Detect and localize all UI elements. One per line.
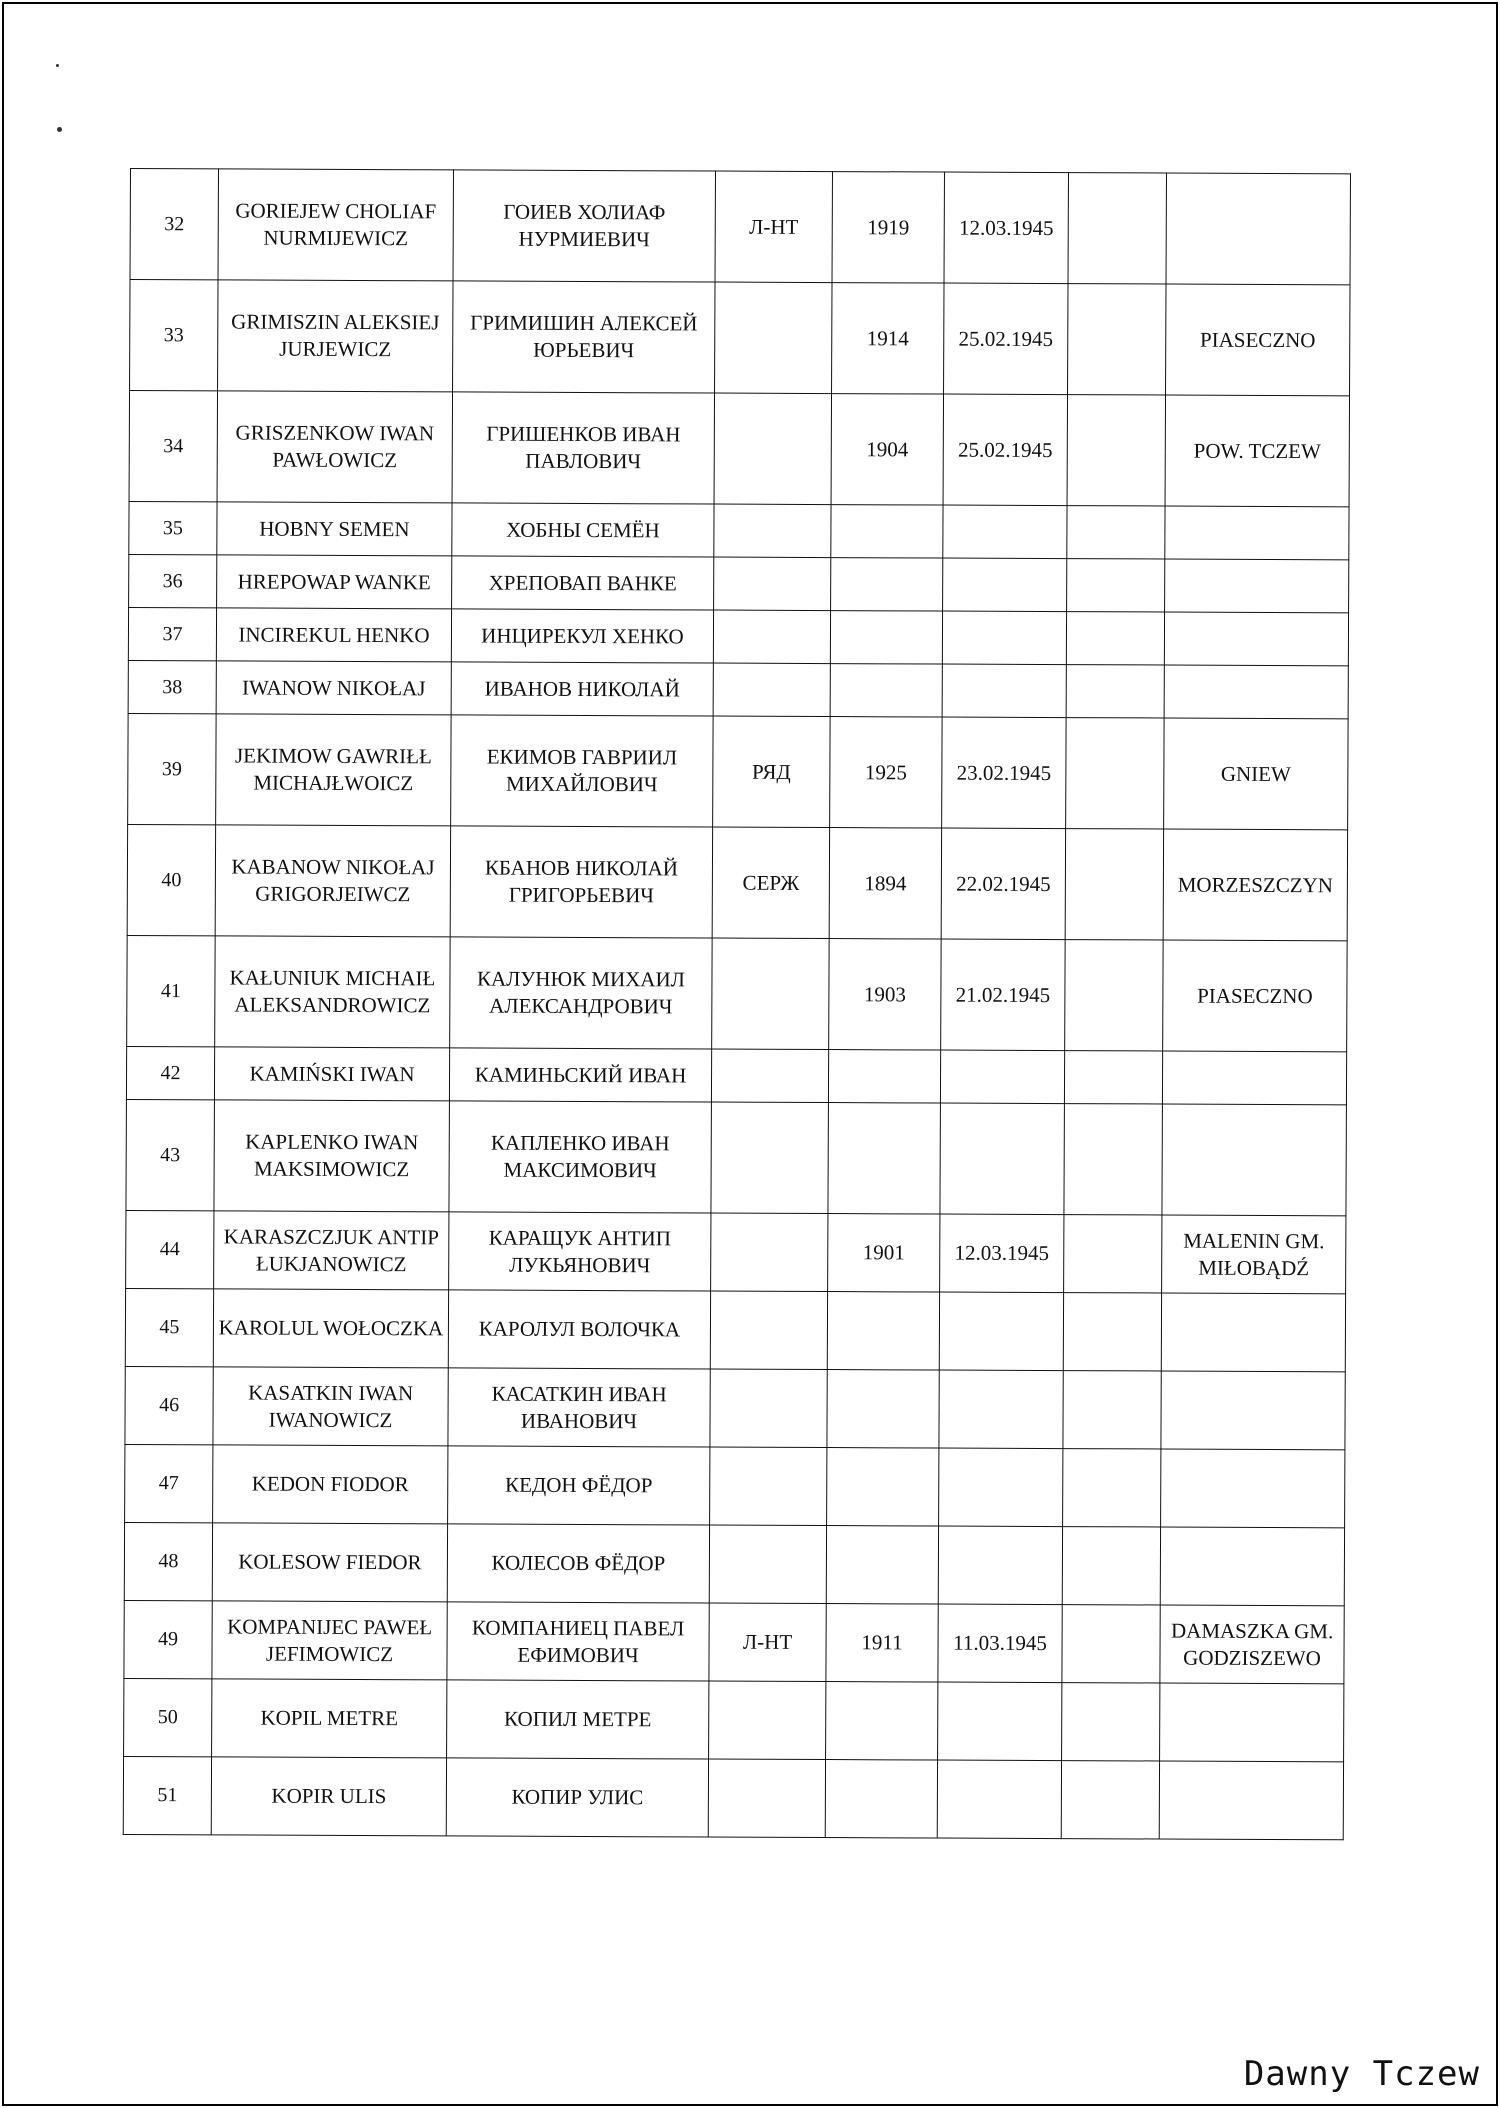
row-number: 50 xyxy=(124,1678,212,1756)
row-number: 38 xyxy=(128,660,216,713)
military-rank xyxy=(710,1369,827,1448)
burial-place: POW. TCZEW xyxy=(1165,395,1349,507)
extra-cell xyxy=(1068,284,1166,395)
military-rank xyxy=(710,1447,827,1526)
birth-year xyxy=(826,1682,938,1760)
extra-cell xyxy=(1062,1527,1160,1605)
scan-speck xyxy=(56,64,59,67)
death-date: 22.02.1945 xyxy=(941,828,1065,940)
name-latin: KAPLENKO IWAN MAKSIMOWICZ xyxy=(214,1100,449,1212)
name-latin: IWANOW NIKOŁAJ xyxy=(216,661,451,715)
row-number: 45 xyxy=(125,1288,213,1366)
burial-register-table xyxy=(123,168,1351,1840)
row-number: 37 xyxy=(128,607,216,660)
death-date xyxy=(937,1760,1061,1839)
name-cyrillic: КЕДОН ФЁДОР xyxy=(448,1446,710,1525)
name-latin: KABANOW NIKOŁAJ GRIGORJEIWCZ xyxy=(215,825,450,937)
birth-year xyxy=(828,1050,940,1103)
name-latin: KOPIL METRE xyxy=(212,1679,447,1758)
death-date: 12.03.1945 xyxy=(940,1214,1064,1293)
extra-cell xyxy=(1067,559,1165,612)
table-row xyxy=(126,1046,1346,1104)
burial-place: MORZESZCZYN xyxy=(1163,829,1347,941)
name-cyrillic: КАПЛЕНКО ИВАН МАКСИМОВИЧ xyxy=(449,1101,711,1213)
table-row xyxy=(124,1678,1344,1761)
military-rank xyxy=(710,1291,827,1370)
death-date: 21.02.1945 xyxy=(941,939,1065,1051)
death-date xyxy=(943,505,1067,559)
table-row xyxy=(127,935,1347,1051)
name-latin: JEKIMOW GAWRIŁŁ MICHAJŁWOICZ xyxy=(216,714,451,826)
name-latin: INCIREKUL HENKO xyxy=(216,608,451,662)
burial-place xyxy=(1166,173,1350,285)
birth-year xyxy=(828,1103,940,1214)
death-date xyxy=(942,611,1066,665)
death-date xyxy=(940,1050,1064,1104)
birth-year: 1914 xyxy=(832,283,944,394)
death-date xyxy=(939,1448,1063,1527)
name-latin: KARASZCZJUK ANTIP ŁUKJANOWICZ xyxy=(214,1211,449,1290)
row-number: 44 xyxy=(126,1210,214,1288)
birth-year: 1904 xyxy=(831,394,943,505)
table-row xyxy=(128,607,1348,665)
extra-cell xyxy=(1064,1104,1162,1215)
name-cyrillic: КБАНОВ НИКОЛАЙ ГРИГОРЬЕВИЧ xyxy=(450,826,712,938)
death-date xyxy=(939,1370,1063,1449)
death-date xyxy=(942,664,1066,718)
death-date xyxy=(943,558,1067,612)
name-cyrillic: ГОИЕВ ХОЛИАФ НУРМИЕВИЧ xyxy=(453,170,715,282)
name-cyrillic: ЕКИМОВ ГАВРИИЛ МИХАЙЛОВИЧ xyxy=(451,715,713,827)
row-number: 40 xyxy=(127,824,215,935)
row-number: 42 xyxy=(126,1046,214,1099)
burial-place xyxy=(1159,1761,1343,1840)
death-date: 12.03.1945 xyxy=(944,172,1068,284)
table-row xyxy=(125,1444,1345,1527)
name-cyrillic: КАСАТКИН ИВАН ИВАНОВИЧ xyxy=(448,1368,710,1447)
table-row xyxy=(124,1522,1344,1605)
military-rank xyxy=(712,938,829,1050)
extra-cell xyxy=(1068,173,1166,284)
birth-year xyxy=(831,505,943,558)
extra-cell xyxy=(1065,940,1163,1051)
military-rank: СЕРЖ xyxy=(712,827,829,939)
table-row xyxy=(127,824,1347,940)
table-row xyxy=(130,169,1350,285)
death-date xyxy=(940,1103,1064,1215)
row-number: 41 xyxy=(127,935,215,1046)
table-row xyxy=(128,660,1348,718)
birth-year: 1894 xyxy=(829,828,941,939)
name-latin: GORIEJEW CHOLIAF NURMIJEWICZ xyxy=(218,169,453,281)
extra-cell xyxy=(1063,1293,1161,1371)
extra-cell xyxy=(1067,395,1165,506)
watermark-text: Dawny Tczew xyxy=(1243,2054,1480,2094)
birth-year xyxy=(826,1526,938,1604)
birth-year: 1903 xyxy=(829,939,941,1050)
extra-cell xyxy=(1062,1605,1160,1683)
burial-place: PIASECZNO xyxy=(1163,940,1347,1052)
name-cyrillic: ИВАНОВ НИКОЛАЙ xyxy=(451,662,713,716)
extra-cell xyxy=(1064,1215,1162,1293)
row-number: 36 xyxy=(129,554,217,607)
name-latin: KASATKIN IWAN IWANOWICZ xyxy=(213,1367,448,1446)
military-rank xyxy=(709,1681,826,1760)
row-number: 39 xyxy=(128,713,216,824)
military-rank xyxy=(714,504,831,558)
burial-place xyxy=(1165,506,1349,560)
birth-year xyxy=(830,664,942,717)
burial-place: PIASECZNO xyxy=(1166,284,1350,396)
table-row xyxy=(129,391,1349,507)
name-latin: KOLESOW FIEDOR xyxy=(212,1523,447,1602)
birth-year xyxy=(825,1760,937,1838)
burial-place: MALENIN GM. MIŁOBĄDŹ xyxy=(1162,1215,1346,1294)
burial-place: DAMASZKA GM. GODZISZEWO xyxy=(1160,1605,1344,1684)
burial-place xyxy=(1164,612,1348,666)
row-number: 32 xyxy=(130,169,218,280)
military-rank xyxy=(709,1525,826,1604)
extra-cell xyxy=(1064,1051,1162,1104)
extra-cell xyxy=(1066,718,1164,829)
name-latin: HOBNY SEMEN xyxy=(217,502,452,556)
name-latin: KOMPANIJEC PAWEŁ JEFIMOWICZ xyxy=(212,1601,447,1680)
extra-cell xyxy=(1061,1761,1159,1839)
burial-place xyxy=(1165,559,1349,613)
extra-cell xyxy=(1062,1683,1160,1761)
table-row xyxy=(123,1756,1343,1839)
birth-year xyxy=(827,1370,939,1448)
military-rank xyxy=(715,282,832,394)
death-date xyxy=(938,1526,1062,1605)
burial-place xyxy=(1161,1449,1345,1528)
row-number: 51 xyxy=(123,1756,211,1834)
military-rank xyxy=(714,393,831,505)
name-cyrillic: КОПИЛ МЕТРЕ xyxy=(447,1680,709,1759)
row-number: 49 xyxy=(124,1600,212,1678)
death-date: 25.02.1945 xyxy=(943,394,1067,506)
military-rank xyxy=(713,610,830,664)
name-cyrillic: ХОБНЫ СЕМЁН xyxy=(452,503,714,557)
table-row xyxy=(125,1288,1345,1371)
extra-cell xyxy=(1066,612,1164,665)
death-date: 23.02.1945 xyxy=(942,717,1066,829)
burial-place xyxy=(1162,1104,1346,1216)
name-cyrillic: КОПИР УЛИС xyxy=(446,1758,708,1837)
military-rank: РЯД xyxy=(713,716,830,828)
military-rank xyxy=(711,1213,828,1292)
name-latin: HREPOWAP WANKE xyxy=(217,555,452,609)
row-number: 34 xyxy=(129,391,217,502)
death-date xyxy=(939,1292,1063,1371)
table-row xyxy=(124,1600,1344,1683)
birth-year xyxy=(830,611,942,664)
name-cyrillic: КАЛУНЮК МИХАИЛ АЛЕКСАНДРОВИЧ xyxy=(450,937,712,1049)
birth-year: 1911 xyxy=(826,1604,938,1682)
name-latin: KAŁUNIUK MICHAIŁ ALEKSANDROWICZ xyxy=(215,936,450,1048)
table-row xyxy=(125,1366,1345,1449)
table-row xyxy=(129,554,1349,612)
military-rank xyxy=(708,1759,825,1838)
table-row xyxy=(126,1210,1346,1293)
table-row xyxy=(130,280,1350,396)
name-cyrillic: ХРЕПОВАП ВАНКЕ xyxy=(452,556,714,610)
military-rank xyxy=(713,663,830,717)
row-number: 33 xyxy=(130,280,218,391)
birth-year: 1901 xyxy=(828,1214,940,1292)
military-rank xyxy=(711,1049,828,1103)
birth-year xyxy=(827,1292,939,1370)
name-latin: GRIMISZIN ALEKSIEJ JURJEWICZ xyxy=(218,280,453,392)
burial-place xyxy=(1162,1051,1346,1105)
name-latin: GRISZENKOW IWAN PAWŁOWICZ xyxy=(217,391,452,503)
row-number: 48 xyxy=(124,1522,212,1600)
military-rank: Л-НТ xyxy=(715,171,832,283)
name-cyrillic: КАРАЩУК АНТИП ЛУКЬЯНОВИЧ xyxy=(449,1212,711,1291)
burial-place xyxy=(1160,1683,1344,1762)
name-cyrillic: КАМИНЬСКИЙ ИВАН xyxy=(449,1048,711,1102)
burial-place xyxy=(1164,665,1348,719)
death-date: 11.03.1945 xyxy=(938,1604,1062,1683)
death-date xyxy=(938,1682,1062,1761)
extra-cell xyxy=(1067,506,1165,559)
extra-cell xyxy=(1063,1449,1161,1527)
name-cyrillic: КОМПАНИЕЦ ПАВЕЛ ЕФИМОВИЧ xyxy=(447,1602,709,1681)
extra-cell xyxy=(1063,1371,1161,1449)
scan-speck xyxy=(57,127,62,132)
name-cyrillic: КАРОЛУЛ ВОЛОЧКА xyxy=(448,1290,710,1369)
extra-cell xyxy=(1065,829,1163,940)
burial-place: GNIEW xyxy=(1164,718,1348,830)
name-latin: KAROLUL WOŁOCZKA xyxy=(213,1289,448,1368)
name-latin: KEDON FIODOR xyxy=(213,1445,448,1524)
name-cyrillic: ГРИШЕНКОВ ИВАН ПАВЛОВИЧ xyxy=(452,392,714,504)
name-cyrillic: ИНЦИРЕКУЛ ХЕНКО xyxy=(451,609,713,663)
burial-place xyxy=(1160,1527,1344,1606)
birth-year: 1919 xyxy=(832,172,944,283)
name-cyrillic: КОЛЕСОВ ФЁДОР xyxy=(447,1524,709,1603)
death-date: 25.02.1945 xyxy=(944,283,1068,395)
military-rank xyxy=(714,557,831,611)
table-row xyxy=(126,1099,1346,1215)
name-latin: KAMIŃSKI IWAN xyxy=(214,1047,449,1101)
row-number: 35 xyxy=(129,501,217,554)
table-row xyxy=(128,713,1348,829)
military-rank xyxy=(711,1102,828,1214)
row-number: 46 xyxy=(125,1366,213,1444)
row-number: 47 xyxy=(125,1444,213,1522)
birth-year: 1925 xyxy=(830,717,942,828)
name-latin: KOPIR ULIS xyxy=(211,1757,446,1836)
row-number: 43 xyxy=(126,1099,214,1210)
military-rank: Л-НТ xyxy=(709,1603,826,1682)
burial-place xyxy=(1161,1371,1345,1450)
table-row xyxy=(129,501,1349,559)
birth-year xyxy=(827,1448,939,1526)
birth-year xyxy=(831,558,943,611)
name-cyrillic: ГРИМИШИН АЛЕКСЕЙ ЮРЬЕВИЧ xyxy=(453,281,715,393)
extra-cell xyxy=(1066,665,1164,718)
burial-place xyxy=(1161,1293,1345,1372)
